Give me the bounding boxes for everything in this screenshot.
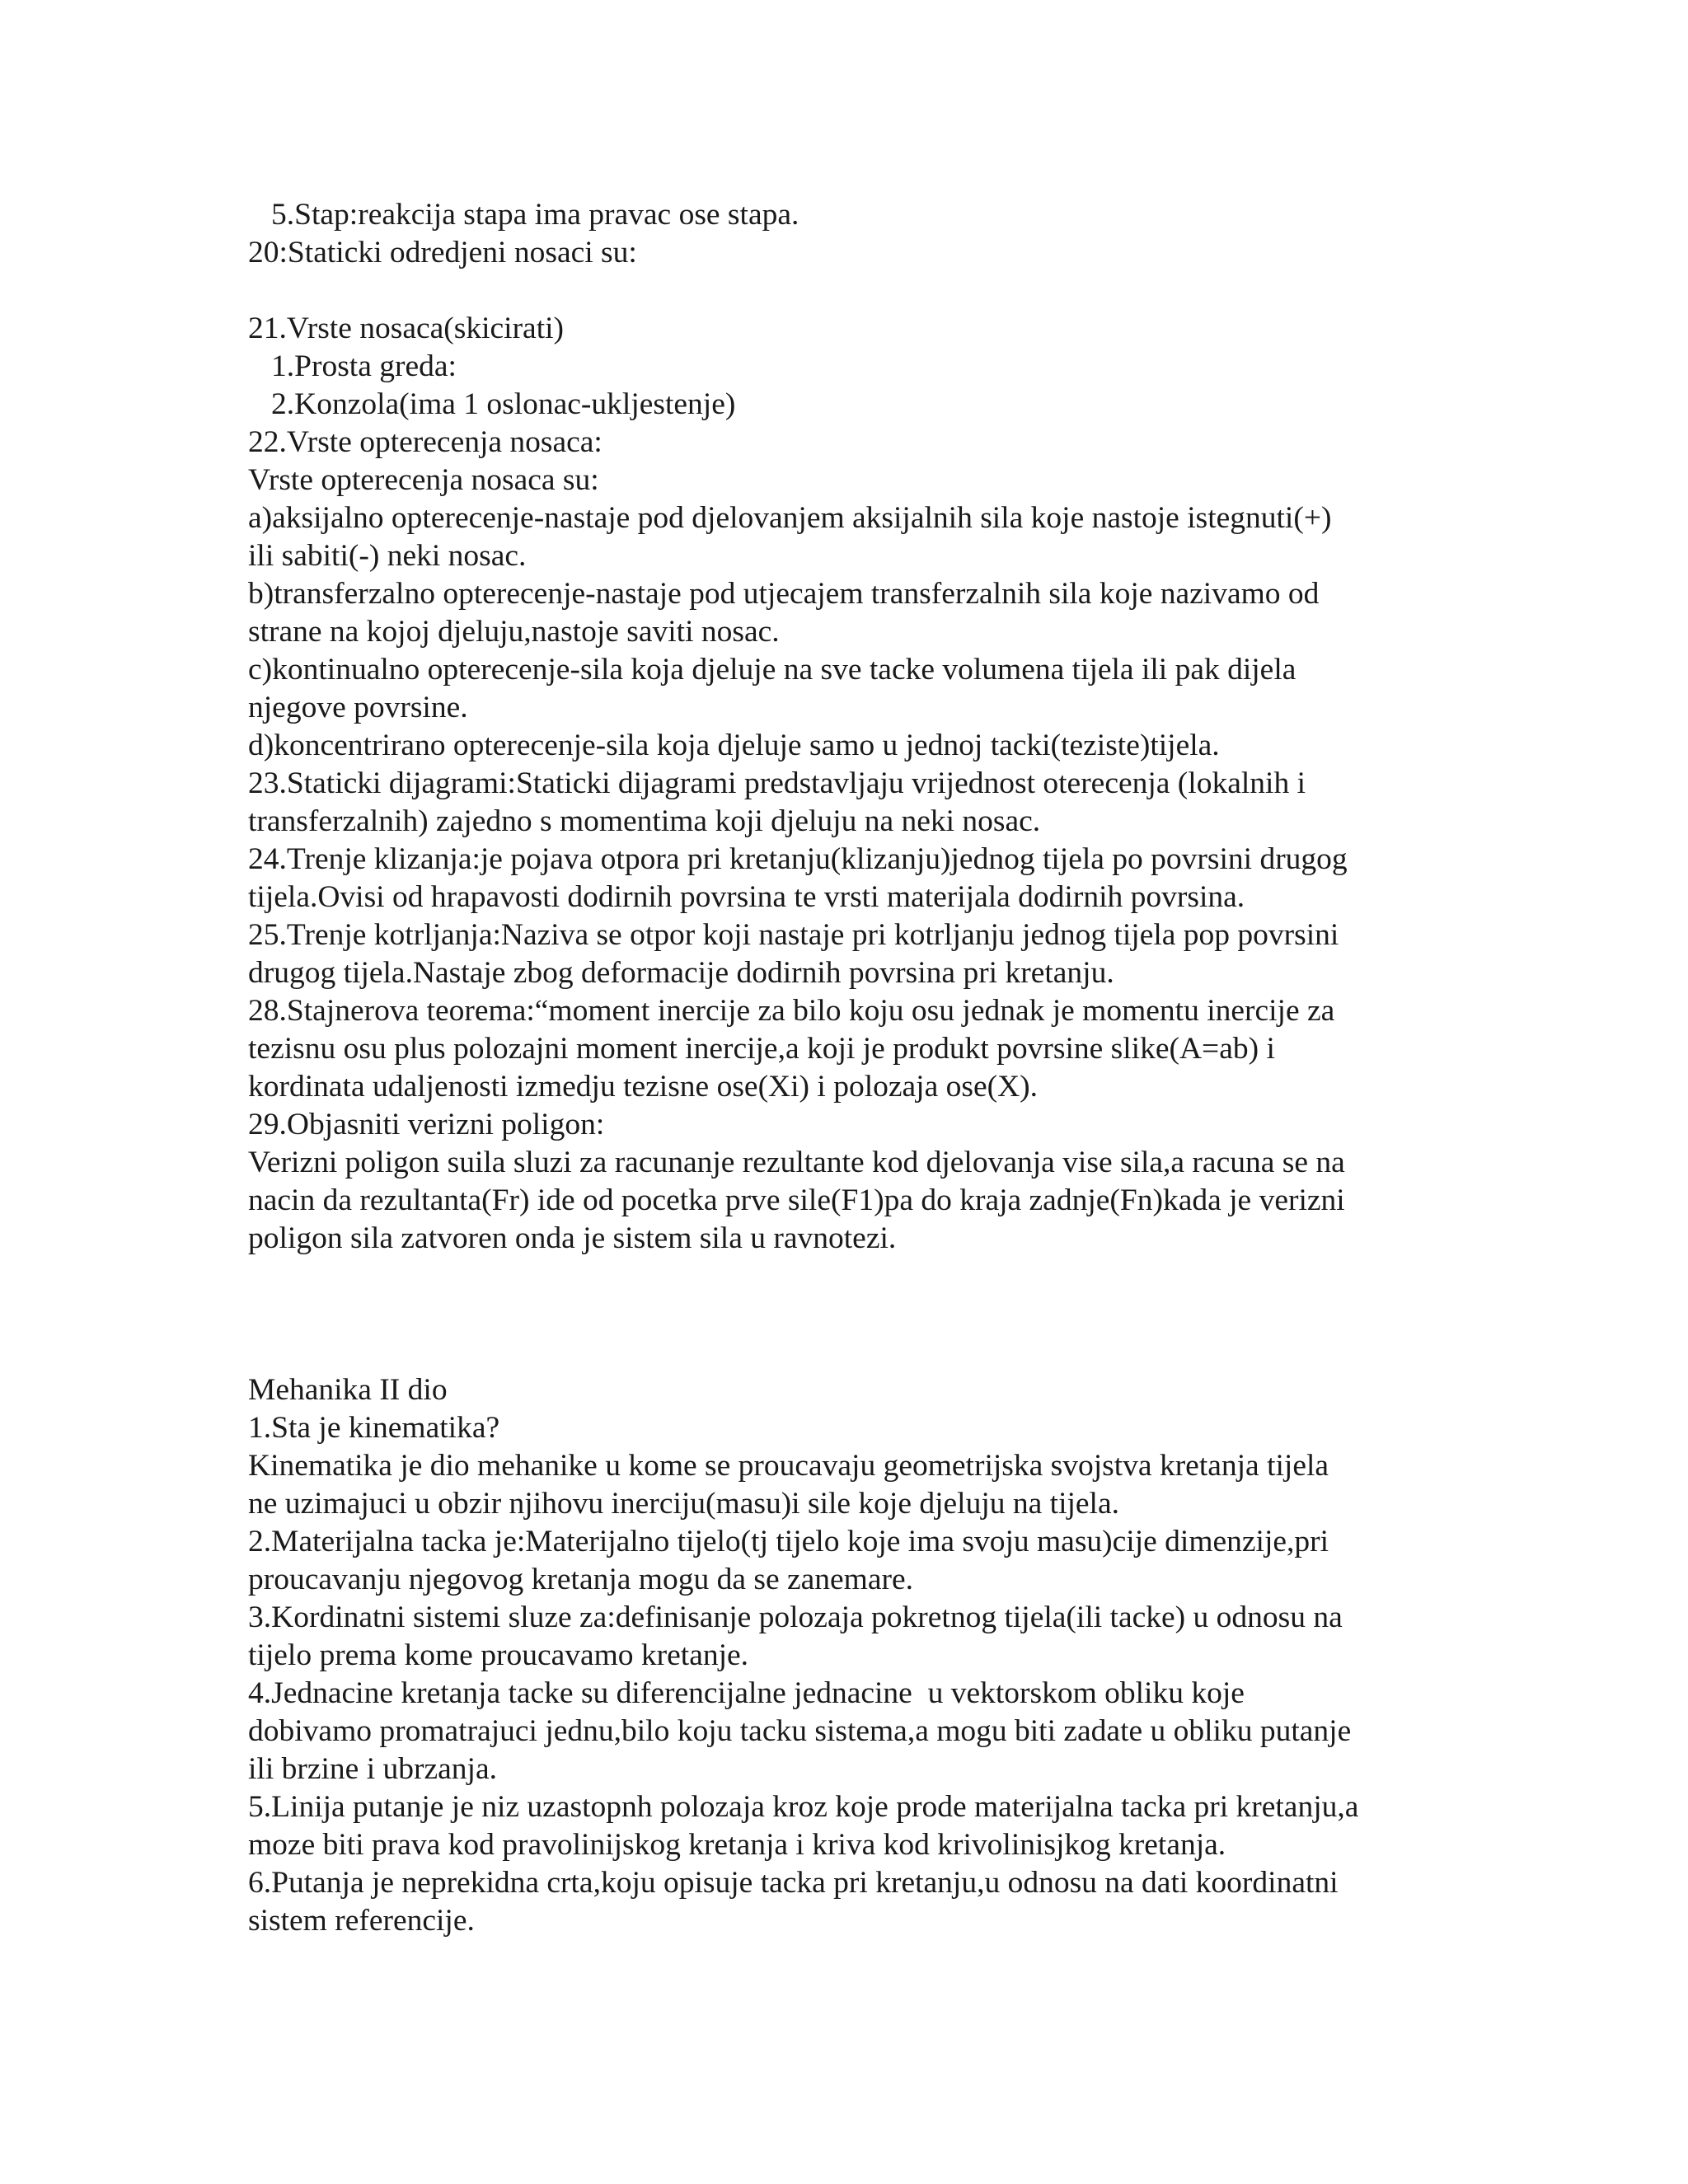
- text-line: 2.Konzola(ima 1 oslonac-ukljestenje): [271, 387, 736, 421]
- text-line: 1.Sta je kinematika?: [248, 1411, 500, 1445]
- text-line: sistem referencije.: [248, 1904, 475, 1938]
- text-line: 29.Objasniti verizni poligon:: [248, 1108, 605, 1141]
- text-line: 25.Trenje kotrljanja:Naziva se otpor koji nastaje pri kotrljanju jednog tijela pop povrsini: [248, 918, 1339, 952]
- text-line: nacin da rezultanta(Fr) ide od pocetka prve sile(F1)pa do kraja zadnje(Fn)kada je verizni: [248, 1183, 1345, 1217]
- text-line: tijelo prema kome proucavamo kretanje.: [248, 1638, 749, 1672]
- blank-gap: [248, 1258, 1460, 1371]
- text-line: 23.Staticki dijagrami:Staticki dijagrami predstavljaju vrijednost oterecenja (lokalnih i: [248, 766, 1306, 800]
- text-line: Kinematika je dio mehanike u kome se proucavaju geometrijska svojstva kretanja tijela: [248, 1449, 1329, 1483]
- text-line: ne uzimajuci u obzir njihovu inerciju(masu)i sile koje djeluju na tijela.: [248, 1487, 1119, 1521]
- text-line: transferzalnih) zajedno s momentima koji djeluju na neki nosac.: [248, 804, 1041, 838]
- text-line: 5.Stap:reakcija stapa ima pravac ose stapa.: [271, 198, 799, 232]
- text-line: 22.Vrste opterecenja nosaca:: [248, 425, 603, 459]
- text-line: njegove povrsine.: [248, 691, 468, 724]
- text-line: a)aksijalno opterecenje-nastaje pod djelovanjem aksijalnih sila koje nastoje istegnuti(+): [248, 501, 1332, 535]
- text-line: 3.Kordinatni sistemi sluze za:definisanje polozaja pokretnog tijela(ili tacke) u odnosu na: [248, 1601, 1343, 1634]
- text-line: poligon sila zatvoren onda je sistem sila u ravnotezi.: [248, 1221, 897, 1255]
- text-line: tijela.Ovisi od hrapavosti dodirnih povrsina te vrsti materijala dodirnih povrsina.: [248, 880, 1245, 914]
- text-line: strane na kojoj djeluju,nastoje saviti nosac.: [248, 615, 780, 649]
- text-line: moze biti prava kod pravolinijskog kretanja i kriva kod krivolinisjkog kretanja.: [248, 1828, 1226, 1862]
- text-line: 24.Trenje klizanja:je pojava otpora pri kretanju(klizanju)jednog tijela po povrsini drugog: [248, 842, 1348, 876]
- text-line: 28.Stajnerova teorema:“moment inercije za bilo koju osu jednak je momentu inercije za: [248, 994, 1335, 1028]
- text-line: kordinata udaljenosti izmedju tezisne ose(Xi) i polozaja ose(X).: [248, 1070, 1039, 1104]
- text-line: 2.Materijalna tacka je:Materijalno tijelo(tj tijelo koje ima svoju masu)cije dimenzije,pri: [248, 1525, 1329, 1558]
- text-line: 21.Vrste nosaca(skicirati): [248, 312, 565, 345]
- text-line: b)transferzalno opterecenje-nastaje pod utjecajem transferzalnih sila koje nazivamo od: [248, 577, 1320, 611]
- text-line: 1.Prosta greda:: [271, 349, 457, 383]
- text-line: 6.Putanja je neprekidna crta,koju opisuje tacka pri kretanju,u odnosu na dati koordinatni: [248, 1866, 1339, 1900]
- text-line: Vrste opterecenja nosaca su:: [248, 463, 599, 497]
- text-line: proucavanju njegovog kretanja mogu da se zanemare.: [248, 1563, 913, 1596]
- document-body: [248, 196, 1460, 1940]
- text-line: ili brzine i ubrzanja.: [248, 1752, 497, 1786]
- text-line: d)koncentrirano opterecenje-sila koja djeluje samo u jednoj tacki(teziste)tijela.: [248, 729, 1220, 762]
- text-line: 5.Linija putanje je niz uzastopnh polozaja kroz koje prode materijalna tacka pri kretanju,a: [248, 1790, 1359, 1824]
- text-line: 20:Staticki odredjeni nosaci su:: [248, 236, 637, 269]
- section-heading: Mehanika II dio: [248, 1373, 448, 1407]
- blank-line: [248, 272, 1460, 310]
- text-line: ili sabiti(-) neki nosac.: [248, 539, 527, 573]
- text-line: dobivamo promatrajuci jednu,bilo koju tacku sistema,a mogu biti zadate u obliku putanje: [248, 1714, 1352, 1748]
- text-line: 4.Jednacine kretanja tacke su diferencijalne jednacine u vektorskom obliku koje: [248, 1676, 1245, 1710]
- text-line: c)kontinualno opterecenje-sila koja djeluje na sve tacke volumena tijela ili pak dijela: [248, 653, 1296, 687]
- text-line: Verizni poligon suila sluzi za racunanje rezultante kod djelovanja vise sila,a racuna se na: [248, 1146, 1345, 1179]
- text-line: tezisnu osu plus polozajni moment inercije,a koji je produkt povrsine slike(A=ab) i: [248, 1032, 1275, 1066]
- text-line: drugog tijela.Nastaje zbog deformacije dodirnih povrsina pri kretanju.: [248, 956, 1114, 990]
